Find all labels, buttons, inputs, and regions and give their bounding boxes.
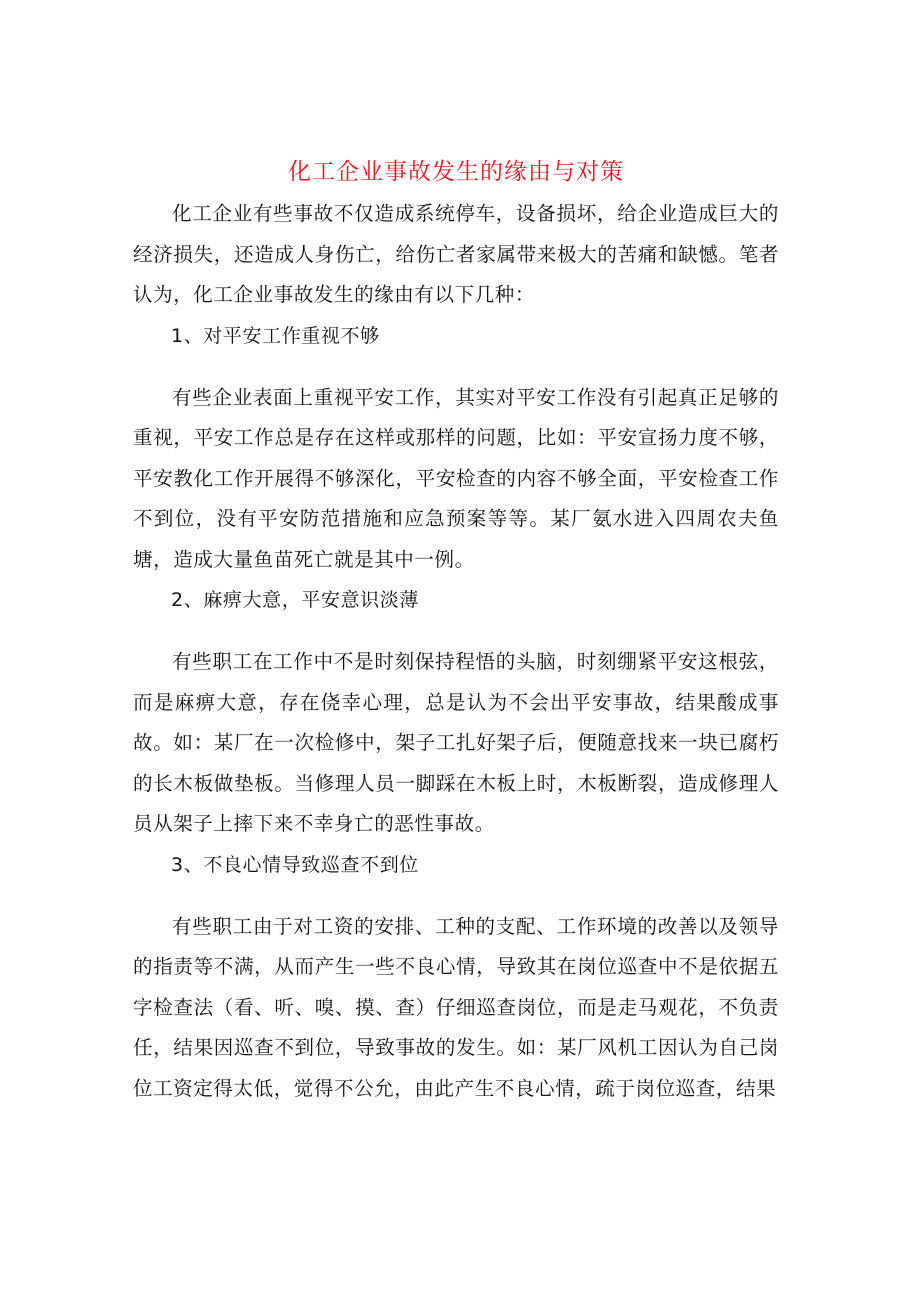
page-title: 化工企业事故发生的缘由与对策 [288,159,624,185]
section-body-1: 有些企业表面上重视平安工作，其实对平安工作没有引起真正足够的重视，平安工作总是存在这样或那样的问题，比如：平安宣扬力度不够，平安教化工作开展得不够深化，平安检查的内容不够全面，平安检查工作不到位，没有平安防范措施和应急预案等等。某厂氨水进入四周农夫鱼塘，造成大量鱼苗死亡就是其中一例。 [133,385,779,571]
spacer [133,885,779,907]
intro-paragraph: 化工企业有些事故不仅造成系统停车，设备损坏，给企业造成巨大的经济损失，还造成人身伤亡，给伤亡者家属带来极大的苦痛和缺憾。笔者认为，化工企业事故发生的缘由有以下几种： [133,202,779,306]
document-body [133,152,779,1109]
section-body-2: 有些职工在工作中不是时刻保持程悟的头脑，时刻绷紧平安这根弦，而是麻痹大意，存在侥幸心理，总是认为不会出平安事故，结果酸成事故。如：某厂在一次检修中，架子工扎好架子后，便随意找来一块已腐朽的长木板做垫板。当修理人员一脚踩在木板上时，木板断裂，造成修理人员从架子上摔下来不幸身亡的恶性事故。 [133,650,779,835]
spacer [133,620,779,642]
section-heading-1: 1、对平安工作重视不够 [171,324,380,347]
spacer [133,356,779,378]
section-heading-3: 3、不良心情导致巡查不到位 [171,853,419,876]
section-heading-2: 2、麻痹大意，平安意识淡薄 [171,589,419,611]
section-body-3: 有些职工由于对工资的安排、工种的支配、工作环境的改善以及领导的指责等不满，从而产生一些不良心情，导致其在岗位巡查中不是依据五字检查法（看、听、嗅、摸、查）仔细巡查岗位，而是走马观花，不负责任，结果因巡查不到位，导致事故的发生。如：某厂风机工因认为自己岗位工资定得太低，觉得不公允，由此产生不良心情，疏于岗位巡查，结果 [133,914,779,1100]
